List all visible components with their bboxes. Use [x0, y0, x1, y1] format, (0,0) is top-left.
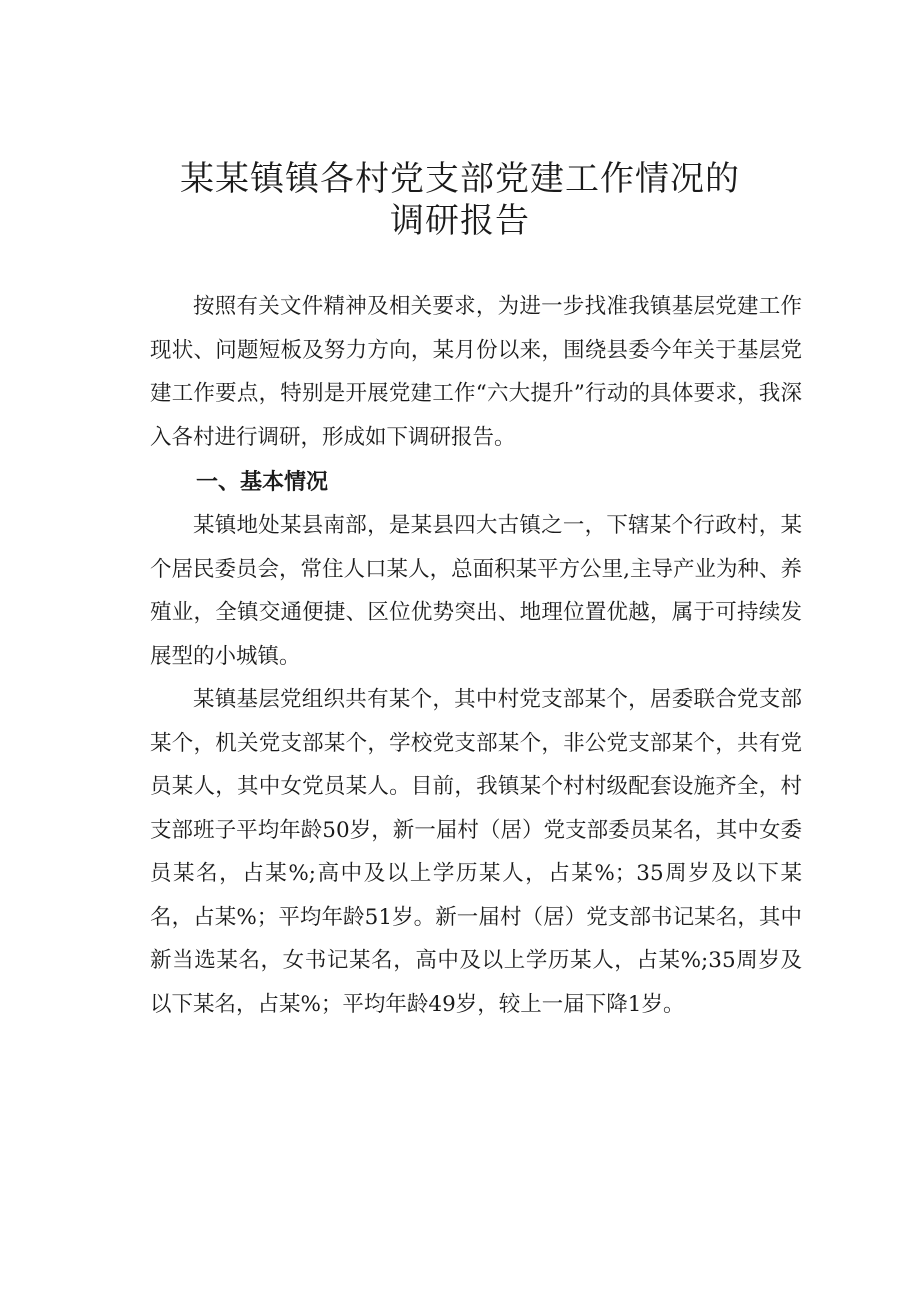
section1-paragraph-2: 某镇基层党组织共有某个，其中村党支部某个，居委联合党支部某个，机关党支部某个，学校党支部某个，非公党支部某个，共有党员某人，其中女党员某人。目前，我镇某个村村级配套设施齐全，村支部班子平均年龄50岁，新一届村（居）党支部委员某名，其中女委员某名，占某%;高中及以上学历某人，占某%；35周岁及以下某名，占某%；平均年龄51岁。新一届村（居）党支部书记某名，其中新当选某名，女书记某名，高中及以上学历某人，占某%;35周岁及以下某名，占某%；平均年龄49岁，较上一届下降1岁。: [150, 687, 802, 1017]
document-title-line2: 调研报告: [390, 201, 530, 241]
section1-paragraph-1: 某镇地处某县南部，是某县四大古镇之一，下辖某个行政村，某个居民委员会，常住人口某人，总面积某平方公里,主导产业为种、养殖业，全镇交通便捷、区位优势突出、地理位置优越，属于可持续发展型的小城镇。: [150, 513, 802, 669]
intro-paragraph: 按照有关文件精神及相关要求，为进一步找准我镇基层党建工作现状、问题短板及努力方向，某月份以来，围绕县委今年关于基层党建工作要点，特别是开展党建工作“六大提升”行动的具体要求，我深入各村进行调研，形成如下调研报告。: [150, 294, 802, 450]
document-title-line1: 某某镇镇各村党支部党建工作情况的: [180, 159, 740, 199]
section-heading-basic-situation: 一、基本情况: [196, 470, 329, 495]
